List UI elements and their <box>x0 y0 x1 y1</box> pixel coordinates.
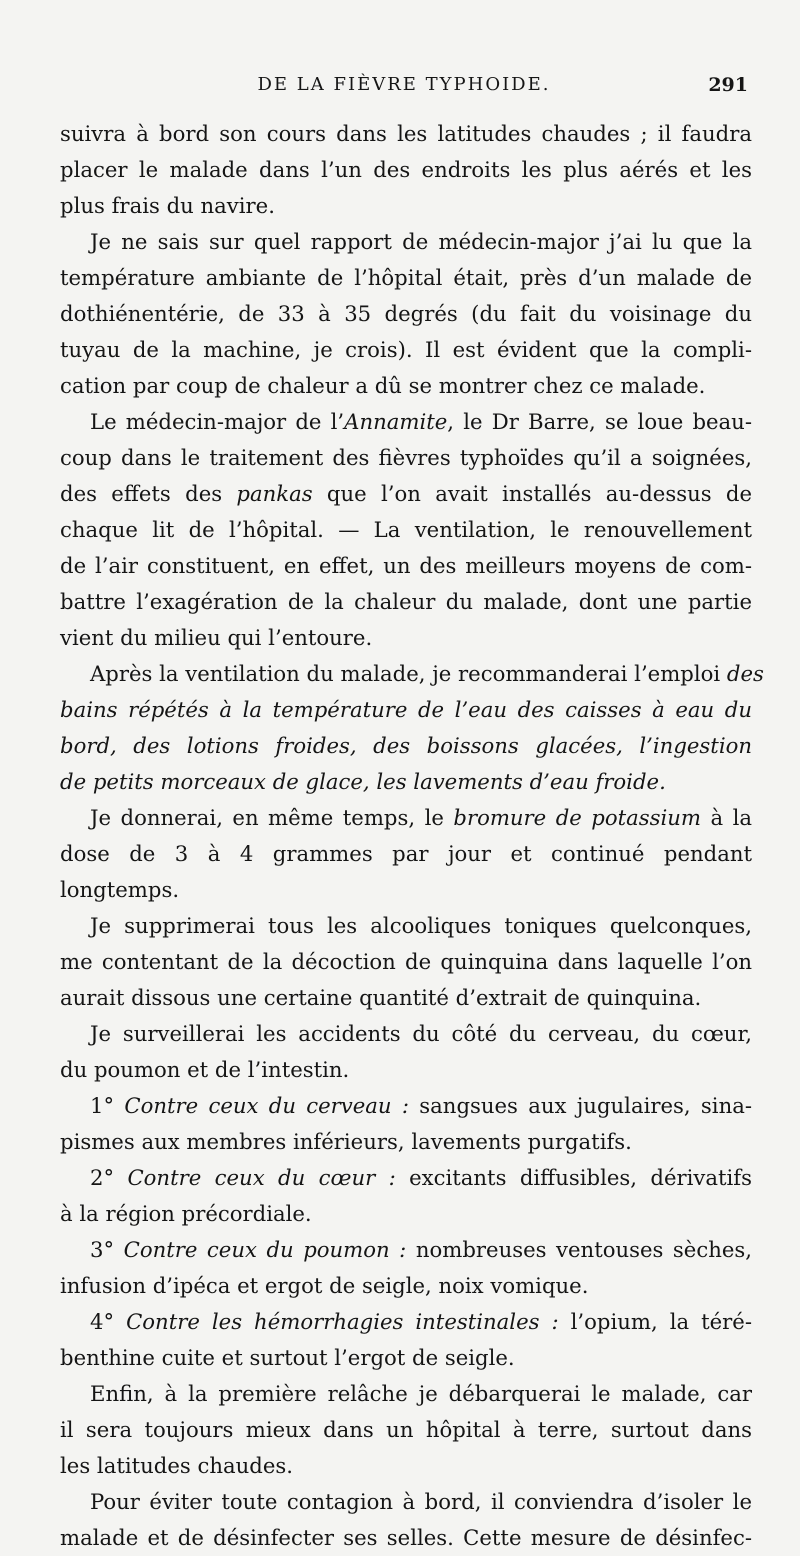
text-segment: de l’air constituent, en effet, un des meilleurs moyens de com- <box>60 553 752 578</box>
text-segment: benthine cuite et surtout l’ergot de seigle. <box>60 1345 515 1370</box>
text-segment: Je supprimerai tous les alcooliques toniques quelconques, <box>90 913 752 938</box>
italic-text: bains répétés à la température de l’eau des caisses à eau du <box>60 697 752 722</box>
running-header <box>60 74 748 104</box>
text-line <box>60 1484 752 1520</box>
text-segment: du poumon et de l’intestin. <box>60 1057 350 1082</box>
text-segment: 4° <box>90 1309 127 1334</box>
text-segment: cation par coup de chaleur a dû se montrer chez ce malade. <box>60 373 706 398</box>
text-line <box>60 404 752 440</box>
text-segment: vient du milieu qui l’entoure. <box>60 625 373 650</box>
text-line <box>60 1268 752 1304</box>
text-line <box>60 332 752 368</box>
text-line <box>60 692 752 728</box>
text-segment: tuyau de la machine, je crois). Il est évident que la compli- <box>60 337 752 362</box>
italic-text: des <box>726 661 764 686</box>
text-line <box>60 1448 752 1484</box>
text-line <box>60 1304 752 1340</box>
text-segment: pismes aux membres inférieurs, lavements purgatifs. <box>60 1129 632 1154</box>
text-segment: 2° <box>90 1165 128 1190</box>
text-segment: plus frais du navire. <box>60 193 275 218</box>
text-line <box>60 152 752 188</box>
text-line <box>60 1376 752 1412</box>
text-line <box>60 1016 752 1052</box>
text-line <box>60 1196 752 1232</box>
text-segment: à la <box>701 805 752 830</box>
text-segment: 1° <box>90 1093 125 1118</box>
text-line <box>60 116 752 152</box>
italic-text: Contre ceux du cerveau : <box>124 1093 409 1118</box>
text-segment: infusion d’ipéca et ergot de seigle, noix vomique. <box>60 1273 589 1298</box>
italic-text: bord, des lotions froides, des boissons glacées, l’ingestion <box>60 733 752 758</box>
text-line <box>60 1088 752 1124</box>
text-segment: sangsues aux jugulaires, sina- <box>409 1093 753 1118</box>
text-line <box>60 584 752 620</box>
text-line <box>60 260 752 296</box>
text-line <box>60 908 752 944</box>
text-line <box>60 800 752 836</box>
text-segment: Le médecin-major de l’ <box>90 409 345 434</box>
text-segment: Je donnerai, en même temps, le <box>90 805 454 830</box>
italic-text: Contre ceux du poumon : <box>123 1237 407 1262</box>
italic-text: Contre les hémorrhagies intestinales : <box>126 1309 559 1334</box>
text-segment: longtemps. <box>60 877 180 902</box>
text-segment: dose de 3 à 4 grammes par jour et continué pendant <box>60 841 752 866</box>
text-line <box>60 188 752 224</box>
text-segment: aurait dissous une certaine quantité d’extrait de quinquina. <box>60 985 702 1010</box>
text-line <box>60 1160 752 1196</box>
body-text <box>60 116 764 1556</box>
text-line <box>60 980 752 1016</box>
text-line <box>60 296 752 332</box>
text-segment: placer le malade dans l’un des endroits les plus aérés et les <box>60 157 752 182</box>
italic-text: Annamite <box>344 409 448 434</box>
text-segment: Je surveillerai les accidents du côté du cerveau, du cœur, <box>90 1021 752 1046</box>
text-segment: dothiénentérie, de 33 à 35 degrés (du fait du voisinage du <box>60 301 752 326</box>
text-line <box>60 548 752 584</box>
text-line <box>60 620 752 656</box>
text-segment: à la région précordiale. <box>60 1201 312 1226</box>
text-line <box>60 728 752 764</box>
text-segment: Enfin, à la première relâche je débarquerai le malade, car <box>90 1381 752 1406</box>
text-segment: il sera toujours mieux dans un hôpital à terre, surtout dans <box>60 1417 752 1442</box>
header-title: DE LA FIÈVRE TYPHOIDE. <box>257 74 551 95</box>
italic-text: Contre ceux du cœur : <box>127 1165 396 1190</box>
text-segment: suivra à bord son cours dans les latitudes chaudes ; il faudra <box>60 121 752 146</box>
italic-text: bromure de potassium <box>453 805 701 830</box>
page-number: 291 <box>708 74 748 96</box>
text-segment: battre l’exagération de la chaleur du malade, dont une partie <box>60 589 752 614</box>
text-segment: Je ne sais sur quel rapport de médecin-major j’ai lu que la <box>90 229 752 254</box>
text-line <box>60 836 752 872</box>
text-line <box>60 1232 752 1268</box>
text-segment: , le Dr Barre, se loue beau- <box>447 409 752 434</box>
italic-text: de petits morceaux de glace, les lavements d’eau froide. <box>60 769 666 794</box>
text-segment: nombreuses ventouses sèches, <box>406 1237 752 1262</box>
text-segment: température ambiante de l’hôpital était, près d’un malade de <box>60 265 752 290</box>
text-line <box>60 764 752 800</box>
text-line <box>60 1412 752 1448</box>
text-segment: 3° <box>90 1237 124 1262</box>
text-line <box>60 512 752 548</box>
text-segment: que l’on avait installés au-dessus de <box>312 481 753 506</box>
text-segment: l’opium, la téré- <box>558 1309 752 1334</box>
text-segment: excitants diffusibles, dérivatifs <box>395 1165 753 1190</box>
text-line <box>60 1124 752 1160</box>
text-segment: des effets des <box>60 481 237 506</box>
text-segment: Après la ventilation du malade, je recommanderai l’emploi <box>90 661 727 686</box>
text-segment: malade et de désinfecter ses selles. Cette mesure de désinfec- <box>60 1525 752 1550</box>
text-line <box>60 656 764 692</box>
text-line <box>60 944 752 980</box>
text-segment: Pour éviter toute contagion à bord, il conviendra d’isoler le <box>90 1489 752 1514</box>
italic-text: pankas <box>236 481 313 506</box>
text-segment: les latitudes chaudes. <box>60 1453 293 1478</box>
text-line <box>60 1340 752 1376</box>
text-segment: chaque lit de l’hôpital. — La ventilation, le renouvellement <box>60 517 752 542</box>
text-line <box>60 440 752 476</box>
text-line <box>60 1520 752 1556</box>
text-line <box>60 476 752 512</box>
text-line <box>60 368 752 404</box>
text-segment: me contentant de la décoction de quinquina dans laquelle l’on <box>60 949 752 974</box>
text-segment: coup dans le traitement des fièvres typhoïdes qu’il a soignées, <box>60 445 752 470</box>
text-line <box>60 872 752 908</box>
text-line <box>60 1052 752 1088</box>
text-line <box>60 224 752 260</box>
